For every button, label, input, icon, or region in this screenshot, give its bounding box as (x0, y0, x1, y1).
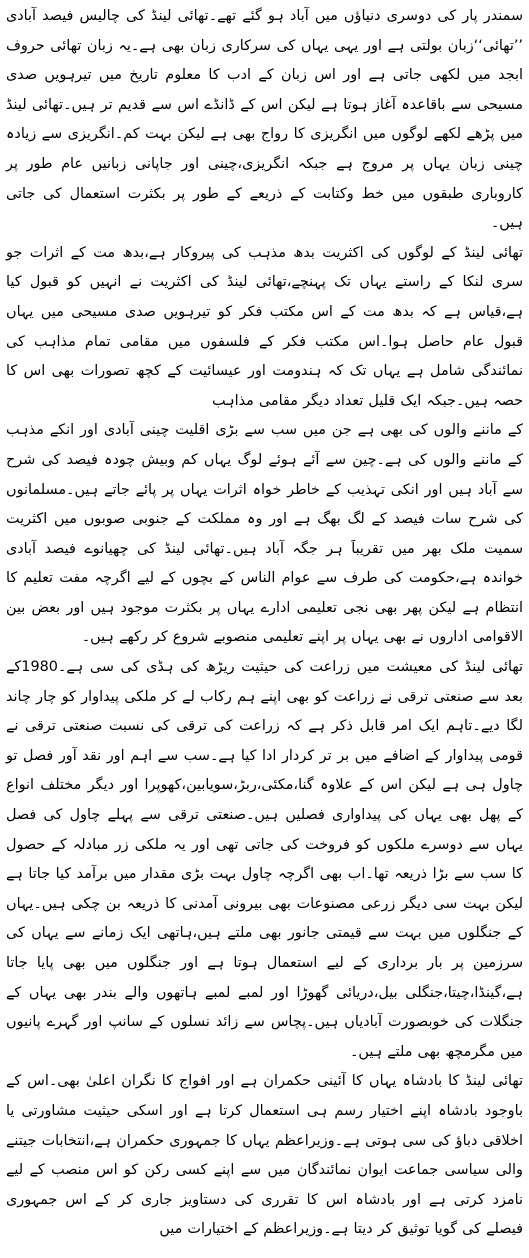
paragraph-minorities-education: کے ماننے والوں کی بھی ہے جن میں سب سے بڑی اقلیت چینی آبادی اور انکے مذہب کے ماننے والوں کی ہے۔چین سے آئے ہوئے لوگ یہاں کم وبیش چودہ فیصد کی شرح سے آباد ہیں اور انکی تہذیب کے خاطر خواہ اثرات یہاں پر پائے جاتے ہیں۔مسلمانوں کی شرح سات فیصد کے لگ بھگ ہے اور وہ مملکت کے جنوبی صوبوں میں اکثریت سمیت ملک بھر میں تقریباََ ہر جگہ آباد ہیں۔تھائی لینڈ کی چھیانوے فیصد آبادی خواندہ ہے،حکومت کی طرف سے عوام الناس کے بچوں کے لیے اگرچہ مفت تعلیم کا انتظام ہے لیکن پھر بھی نجی تعلیمی ادارے یہاں پر بکثرت موجود ہیں اور بعض بین الاقوامی اداروں نے بھی یہاں پر اپنے تعلیمی منصوبے شروع کر رکھے ہیں۔ (6, 422, 523, 646)
paragraph-religion: تھائی لینڈ کے لوگوں کی اکثریت بدھ مذہب کی پیروکار ہے،بدھ مت کے اثرات جو سری لنکا کے راستے یہاں تک پہنچے،تھائی لینڈ کی اکثریت نے انہیں کو قبول کیا ہے،قیاس ہے کہ بدھ مت کے اس مکتب فکر کو تیرہویں صدی مسیحی میں یہاں قبول عام حاصل ہوا۔اس مکتب فکر کے فلسفوں میں مقامی تمام مذاہب کی نمائندگی شامل ہے یہاں تک کہ ہندومت اور عیسائیت کے کچھ تصورات بھی اس کا حصہ ہیں۔جبکہ ایک قلیل تعداد دیگر مقامی مذاہب (6, 244, 523, 409)
paragraph-economy: تھائی لینڈ کی معیشت میں زراعت کی حیثیت ریڑھ کی ہڈی کی سی ہے۔1980کے بعد سے صنعتی ترقی نے زراعت کو بھی اپنے ہم رکاب لے کر ملکی پیداوار کو چار چاند لگا دیے۔تاہم ایک امر قابل ذکر ہے کہ زراعت کی ترقی کی نسبت صنعتی ترقی نے قومی پیداوار کے اضافے میں بر تر کردار ادا کیا ہے۔سب سے اہم اور نقد آور فصل تو چاول ہی ہے لیکن اس کے علاوہ گنا،مکئی،ربڑ،سویابین،کھوپرا اور دیگر مختلف انواع کے پھل بھی یہاں کی پیداواری فصلیں ہیں۔صنعتی ترقی سے پہلے چاول کی فصل یہاں سے دوسرے ملکوں کو فروخت کی جاتی تھی اور یہ ملکی زر مبادلہ کے حصول کا سب سے بڑا ذریعہ تھا۔اب بھی اگرچہ چاول بہت بڑی مقدار میں برآمد کیا جاتا ہے لیکن بہت سی دیگر زرعی مصنوعات بھی بیرونی آمدنی کا ذریعہ بن چکی ہیں۔یہاں کے جنگلوں میں بہت سے قیمتی جانور بھی ملتے ہیں،ہاتھی ایک زمانے سے یہاں کی سرزمین پر بار برداری کے لیے استعمال ہوتا ہے اور جنگلوں میں بھی پایا جاتا ہے،گینڈا،چیتا،جنگلی بیل،دریائی گھوڑا اور لمبے لمبے ہاتھوں والے بندر بھی یہاں کے جنگلات کی خوبصورت آبادیاں ہیں۔پچاس سے زائد نسلوں کے سانپ اور گہرے پانیوں میں مگرمچھ بھی ملتے ہیں۔ (6, 659, 523, 1060)
paragraph-languages: سمندر پار کی دوسری دنیاؤں میں آباد ہو گئے تھے۔تھائی لینڈ کی چالیس فیصد آبادی ’’تھائی‘‘زبان بولتی ہے اور یہی یہاں کی سرکاری زبان بھی ہے۔یہ زبان تھائی حروف ابجد میں لکھی جاتی ہے اور اس زبان کے ادب کا معلوم تاریخ میں تیرہویں صدی مسیحی سے باقاعدہ آغاز ہوتا ہے لیکن اس کے ڈانڈے اس سے قدیم تر ہیں۔تھائی لینڈ میں پڑھے لکھے لوگوں میں انگریزی کا رواج بھی ہے لیکن بہت کم۔انگریزی سے زیادہ چینی زبان یہاں پر مروج ہے جبکہ انگریزی،چینی اور جاپانی زبانیں عام طور پر کاروباری طبقوں میں خط وکتابت کے ذریعے کے طور پر بکثرت استعمال کی جاتی ہیں۔ (6, 8, 523, 232)
paragraph-government: تھائی لینڈ کا بادشاہ یہاں کا آئینی حکمران ہے اور افواج کا نگران اعلیٰ بھی۔اس کے باوجود بادشاہ اپنے اختیار رسم ہی استعمال کرتا ہے اور اسکی حیثیت مشاورتی یا اخلاقی دباؤ کی سی ہوتی ہے۔وزیراعظم یہاں کا جمہوری حکمران ہے،انتخابات جیتنے والی سیاسی جماعت ایوان نمائندگان میں سے اپنے کسی رکن کو اس منصب کے لیے نامزد کرتی ہے اور بادشاہ اس کا تقرری کی دستاویز جاری کر کے اس جمہوری فیصلے کی گویا توثیق کر دیتا ہے۔وزیراعظم کے اختیارات میں (6, 1073, 523, 1238)
